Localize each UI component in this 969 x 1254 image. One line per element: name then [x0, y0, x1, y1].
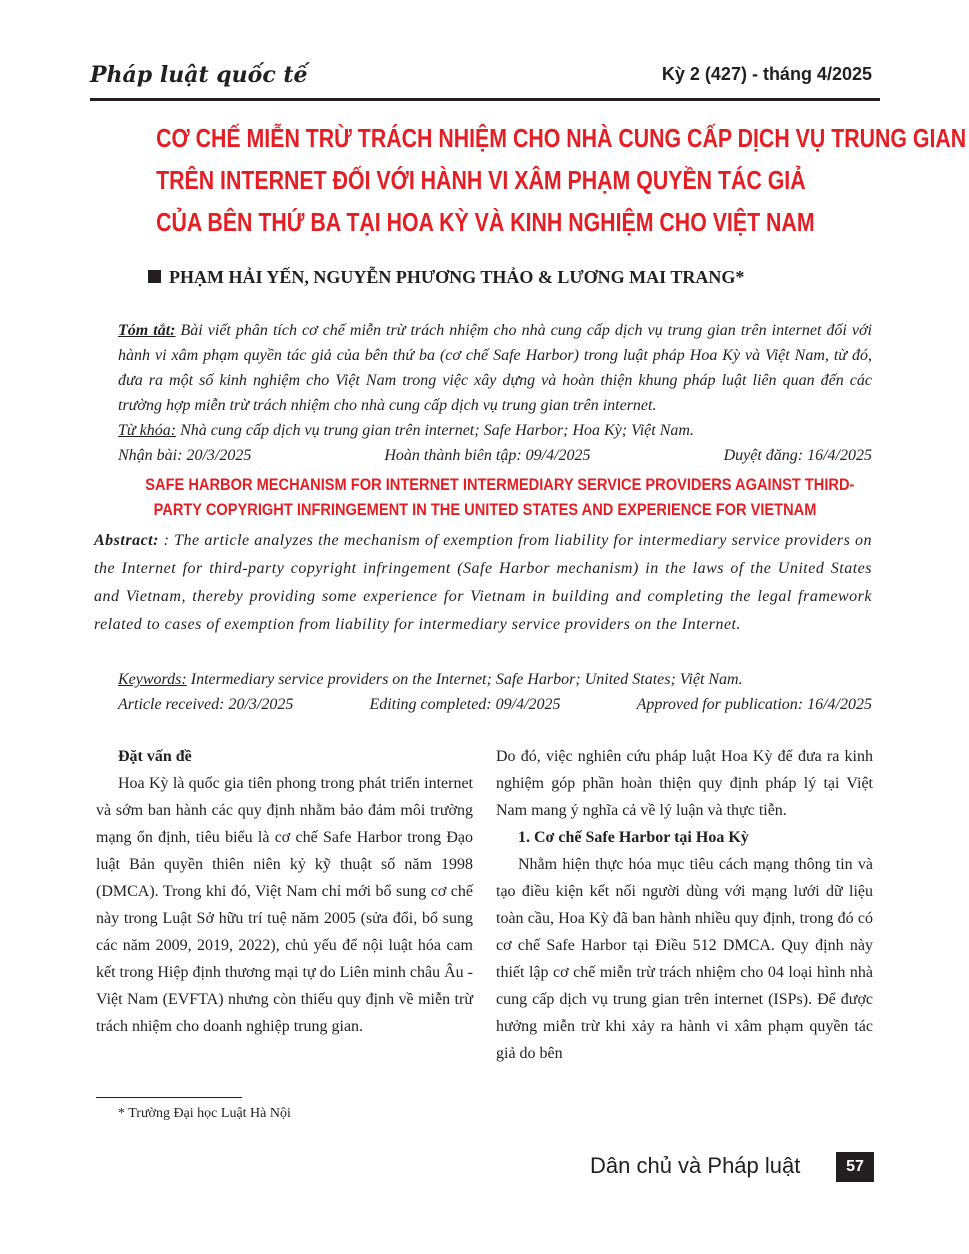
keywords-vi-text: Nhà cung cấp dịch vụ trung gian trên internet; Safe Harbor; Hoa Kỳ; Việt Nam.	[176, 422, 694, 439]
article-title-en	[145, 472, 855, 522]
abstract-vi-text: Bài viết phân tích cơ chế miễn trừ trách nhiệm cho nhà cung cấp dịch vụ trung gian trên internet đối với hành vi xâm phạm quyền tác giả của bên thứ ba (cơ chế Safe Harbor) trong luật pháp Hoa Kỳ và Việt Nam, từ đó, đưa ra một số kinh nghiệm cho Việt Nam trong việc xây dựng và hoàn thiện khung pháp luật liên quan đến các trường hợp miễn trừ trách nhiệm cho nhà cung cấp dịch vụ trung gian trên internet.	[118, 322, 873, 414]
title-vi-line: TRÊN INTERNET ĐỐI VỚI HÀNH VI XÂM PHẠM QUYỀN TÁC GIẢ	[156, 165, 806, 195]
footnote-rule	[96, 1097, 242, 1098]
abstract-en-paragraph	[94, 527, 872, 639]
issue-info: Kỳ 2 (427) - tháng 4/2025	[661, 64, 872, 84]
keywords-en-label: Keywords:	[118, 671, 187, 688]
title-vi-line: CỦA BÊN THỨ BA TẠI HOA KỲ VÀ KINH NGHIỆM CHO VIỆT NAM	[156, 207, 815, 237]
received-date-vi: Nhận bài: 20/3/2025	[118, 447, 252, 464]
dates-vi	[118, 443, 872, 468]
body-column-left	[96, 743, 473, 1040]
approved-date-en: Approved for publication: 16/4/2025	[636, 696, 872, 713]
page-number: 57	[836, 1152, 874, 1182]
abstract-en	[94, 527, 872, 639]
approved-date-vi: Duyệt đăng: 16/4/2025	[723, 447, 872, 464]
dates-en	[118, 692, 872, 717]
title-vi-line: CƠ CHẾ MIỄN TRỪ TRÁCH NHIỆM CHO NHÀ CUNG CẤP DỊCH VỤ TRUNG GIAN	[156, 123, 967, 153]
header-rule	[90, 98, 880, 101]
body-column-right	[496, 743, 873, 1067]
section1-heading: 1. Cơ chế Safe Harbor tại Hoa Kỳ	[518, 829, 749, 846]
author-names: PHẠM HẢI YẾN, NGUYỄN PHƯƠNG THẢO & LƯƠNG MAI TRANG*	[169, 267, 745, 287]
authors	[148, 267, 744, 288]
journal-name: Dân chủ và Pháp luật	[590, 1153, 801, 1178]
received-date-en: Article received: 20/3/2025	[118, 696, 294, 713]
abstract-vi	[118, 318, 872, 468]
footnote: * Trường Đại học Luật Hà Nội	[118, 1106, 291, 1121]
keywords-vi-label: Từ khóa:	[118, 422, 177, 439]
abstract-en-text: : The article analyzes the mechanism of exemption from liability for intermediary service providers on the Internet for third-party copyright infringement (Safe Harbor mechanism) in the laws of the United States and Vietnam, thereby providing some experience for Vietnam in building and completing the legal framework related to cases of exemption from liability for intermediary service providers on the Internet.	[94, 532, 872, 633]
keywords-en	[118, 667, 872, 692]
keywords-vi	[118, 418, 872, 443]
title-en-line: SAFE HARBOR MECHANISM FOR INTERNET INTERMEDIARY SERVICE PROVIDERS AGAINST THIRD-	[145, 475, 855, 494]
intro-paragraph: Hoa Kỳ là quốc gia tiên phong trong phát triển internet và sớm ban hành các quy định nhằm bảo đảm môi trường mạng ổn định, tiêu biểu là cơ chế Safe Harbor trong Đạo luật Bản quyền thiên niên kỷ kỹ thuật số năm 1998 (DMCA). Trong khi đó, Việt Nam chỉ mới bổ sung cơ chế này trong Luật Sở hữu trí tuệ năm 2005 (sửa đổi, bổ sung các năm 2009, 2019, 2022), chủ yếu để nội luật hóa cam kết trong Hiệp định thương mại tự do Liên minh châu Âu - Việt Nam (EVFTA) nhưng còn thiếu quy định về miễn trừ trách nhiệm cho doanh nghiệp trung gian.	[96, 775, 473, 1035]
abstract-en-label: Abstract:	[94, 532, 159, 549]
abstract-en-meta	[118, 667, 872, 717]
edited-date-en: Editing completed: 09/4/2025	[369, 696, 561, 713]
edited-date-vi: Hoàn thành biên tập: 09/4/2025	[384, 447, 591, 464]
title-en-line: PARTY COPYRIGHT INFRINGEMENT IN THE UNITED STATES AND EXPERIENCE FOR VIETNAM	[153, 500, 817, 519]
section1-paragraph: Nhằm hiện thực hóa mục tiêu cách mạng thông tin và tạo điều kiện kết nối người dùng với mạng lưới dữ liệu toàn cầu, Hoa Kỳ đã ban hành nhiều quy định, trong đó có cơ chế Safe Harbor tại Điều 512 DMCA. Quy định này thiết lập cơ chế miễn trừ trách nhiệm cho 04 loại hình nhà cung cấp dịch vụ trung gian trên internet (ISPs). Để được hưởng miễn trừ khi xảy ra hành vi xâm phạm quyền tác giả do bên	[496, 856, 873, 1062]
article-title-vi	[156, 117, 967, 243]
square-bullet-icon	[148, 270, 161, 283]
abstract-vi-label: Tóm tắt:	[118, 322, 176, 339]
section-name: Pháp luật quốc tế	[90, 62, 308, 88]
intro-heading: Đặt vấn đề	[118, 748, 192, 765]
abstract-vi-paragraph	[118, 318, 872, 418]
intro-continued-paragraph: Do đó, việc nghiên cứu pháp luật Hoa Kỳ để đưa ra kinh nghiệm góp phần hoàn thiện quy định pháp lý tại Việt Nam mang ý nghĩa cả về lý luận và thực tiễn.	[496, 748, 873, 819]
keywords-en-text: Intermediary service providers on the Internet; Safe Harbor; United States; Việt Nam.	[186, 671, 743, 688]
